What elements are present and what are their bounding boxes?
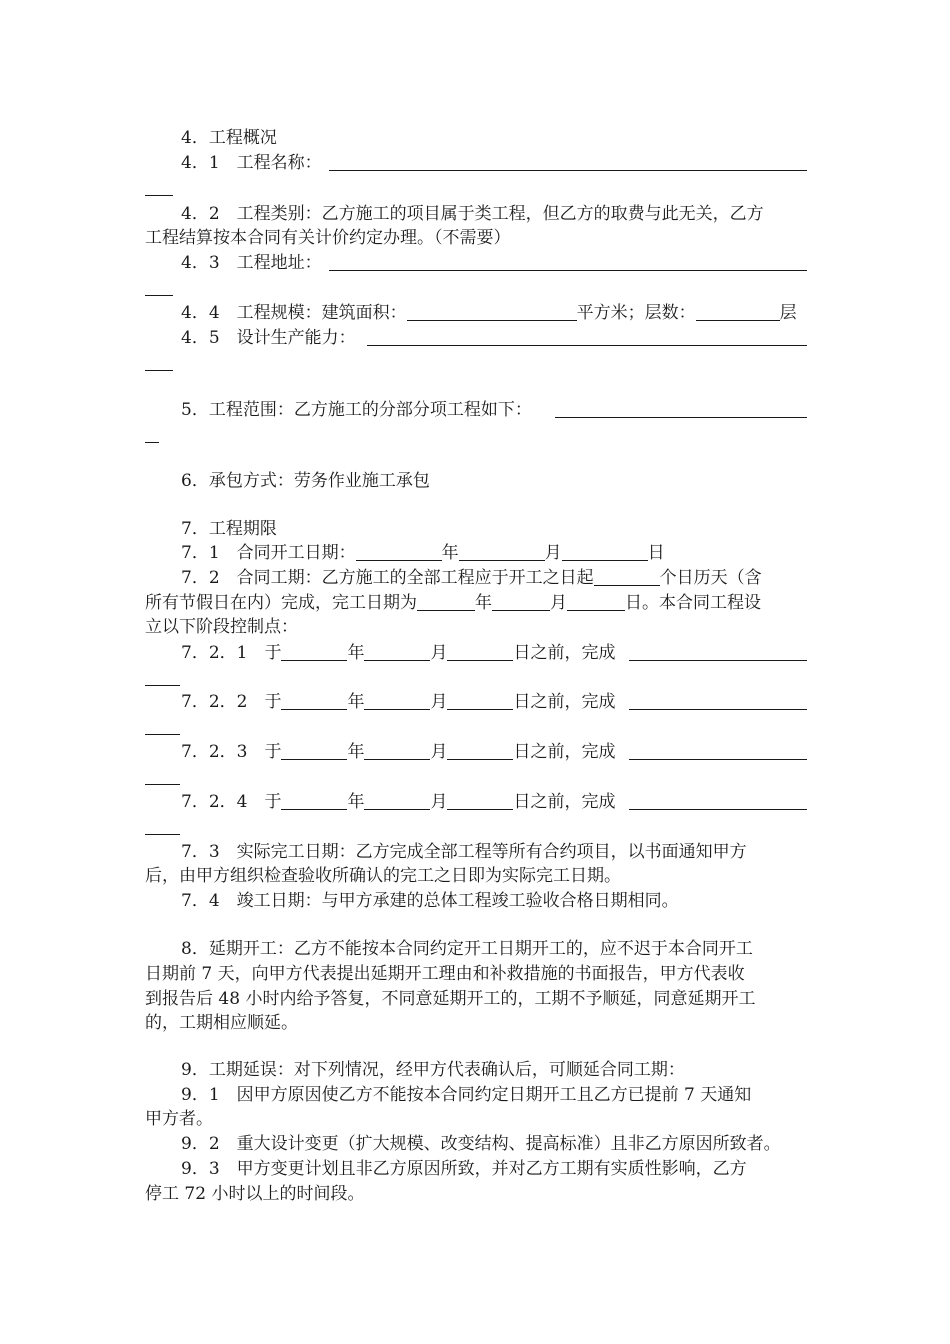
milestone-day-blank[interactable] (447, 690, 513, 710)
milestone-row: 7．2．1 于 年 月 日之前，完成 (181, 641, 807, 665)
section9-title: 9．工期延误：对下列情况，经甲方代表确认后，可顺延合同工期： (181, 1060, 685, 1080)
milestone-row: 7．2．4 于 年 月 日之前，完成 (181, 790, 807, 814)
project-address-blank[interactable] (329, 251, 807, 271)
milestone-day-blank[interactable] (447, 740, 513, 760)
capacity-label: 4．5 设计生产能力： (181, 328, 356, 348)
project-type-line2: 工程结算按本合同有关计价约定办理。（不需要） (145, 228, 511, 248)
period-line3: 立以下阶段控制点： (145, 617, 298, 637)
finish-month-blank[interactable] (492, 591, 550, 611)
milestone-month-blank[interactable] (364, 740, 430, 760)
milestone-task-blank-continued (145, 715, 180, 735)
scope-blank-continued (145, 423, 159, 443)
milestone-task-blank[interactable] (629, 690, 807, 710)
capacity-blank[interactable] (367, 326, 807, 346)
start-day-blank[interactable] (562, 541, 648, 561)
project-name-label: 4．1 工程名称： (181, 153, 322, 173)
milestone-task-blank-continued (145, 666, 180, 686)
extension-item1-line2: 甲方者。 (145, 1109, 213, 1129)
milestone-day-blank[interactable] (447, 641, 513, 661)
floor-area-blank[interactable] (407, 301, 577, 321)
final-acceptance-date: 7．4 竣工日期：与甲方承建的总体工程竣工验收合格日期相同。 (181, 891, 679, 911)
project-name-blank-continued (145, 176, 173, 196)
milestone-day-blank[interactable] (447, 790, 513, 810)
delay-start-line1: 8．延期开工：乙方不能按本合同约定开工日期开工的，应不迟于本合同开工 (181, 939, 753, 959)
extension-item1-line1: 9．1 因甲方原因使乙方不能按本合同约定日期开工且乙方已提前 7 天通知 (181, 1085, 752, 1105)
start-year-blank[interactable] (356, 541, 442, 561)
milestone-month-blank[interactable] (364, 641, 430, 661)
project-address-label: 4．3 工程地址： (181, 253, 322, 273)
start-date-row: 7．1 合同开工日期： 年 月 日 (181, 543, 665, 563)
milestone-month-blank[interactable] (364, 790, 430, 810)
start-date-label: 7．1 合同开工日期： (181, 543, 356, 563)
project-scale-row (181, 301, 807, 325)
start-month-blank[interactable] (459, 541, 545, 561)
section7-title: 7．工程期限 (181, 519, 277, 539)
milestone-task-blank[interactable] (629, 740, 807, 760)
period-line2: 所有节假日在内）完成，完工日期为 年 月 日。本合同工程设 (145, 593, 761, 613)
milestone-month-blank[interactable] (364, 690, 430, 710)
project-name-blank[interactable] (329, 151, 807, 171)
project-name-row (181, 151, 807, 175)
milestone-year-blank[interactable] (281, 740, 347, 760)
delay-start-line2: 日期前 7 天，向甲方代表提出延期开工理由和补救措施的书面报告，甲方代表收 (145, 964, 745, 984)
milestone-task-blank-continued (145, 815, 180, 835)
actual-completion-line1: 7．3 实际完工日期：乙方完成全部工程等所有合约项目，以书面通知甲方 (181, 842, 747, 862)
milestone-row: 7．2．2 于 年 月 日之前，完成 (181, 690, 807, 714)
scope-label: 5．工程范围：乙方施工的分部分项工程如下： (181, 400, 532, 420)
extension-item3-line1: 9．3 甲方变更计划且非乙方原因所致，并对乙方工期有实质性影响，乙方 (181, 1159, 747, 1179)
finish-year-blank[interactable] (417, 591, 475, 611)
milestone-year-blank[interactable] (281, 790, 347, 810)
project-address-blank-continued (145, 276, 173, 296)
floor-unit: 层 (779, 303, 797, 323)
project-scale-label: 4．4 工程规模：建筑面积： (181, 303, 407, 323)
actual-completion-line2: 后，由甲方组织检查验收所确认的完工之日即为实际完工日期。 (145, 866, 621, 886)
period-line1: 7．2 合同工期：乙方施工的全部工程应于开工之日起 个日历天（含 (181, 568, 762, 588)
milestone-year-blank[interactable] (281, 641, 347, 661)
floor-count-blank[interactable] (696, 301, 780, 321)
milestone-task-blank-continued (145, 765, 180, 785)
capacity-blank-continued (145, 351, 173, 371)
milestone-task-blank[interactable] (629, 641, 807, 661)
milestone-task-blank[interactable] (629, 790, 807, 810)
project-address-row (181, 251, 807, 275)
area-unit: 平方米；层数： (576, 303, 696, 323)
extension-item3-line2: 停工 72 小时以上的时间段。 (145, 1184, 365, 1204)
period-days-blank[interactable] (594, 566, 660, 586)
project-type-line1: 4．2 工程类别：乙方施工的项目属于类工程，但乙方的取费与此无关，乙方 (181, 204, 764, 224)
capacity-row (181, 326, 807, 350)
milestone-year-blank[interactable] (281, 690, 347, 710)
milestone-row: 7．2．3 于 年 月 日之前，完成 (181, 740, 807, 764)
delay-start-line3: 到报告后 48 小时内给予答复，不同意延期开工的，工期不予顺延，同意延期开工 (145, 989, 756, 1009)
extension-item2: 9．2 重大设计变更（扩大规模、改变结构、提高标准）且非乙方原因所致者。 (181, 1134, 781, 1154)
contract-method: 6．承包方式：劳务作业施工承包 (181, 471, 430, 491)
scope-blank[interactable] (555, 398, 807, 418)
delay-start-line4: 的，工期相应顺延。 (145, 1013, 298, 1033)
finish-day-blank[interactable] (567, 591, 625, 611)
section4-title: 4．工程概况 (181, 128, 277, 148)
scope-row (181, 398, 807, 422)
